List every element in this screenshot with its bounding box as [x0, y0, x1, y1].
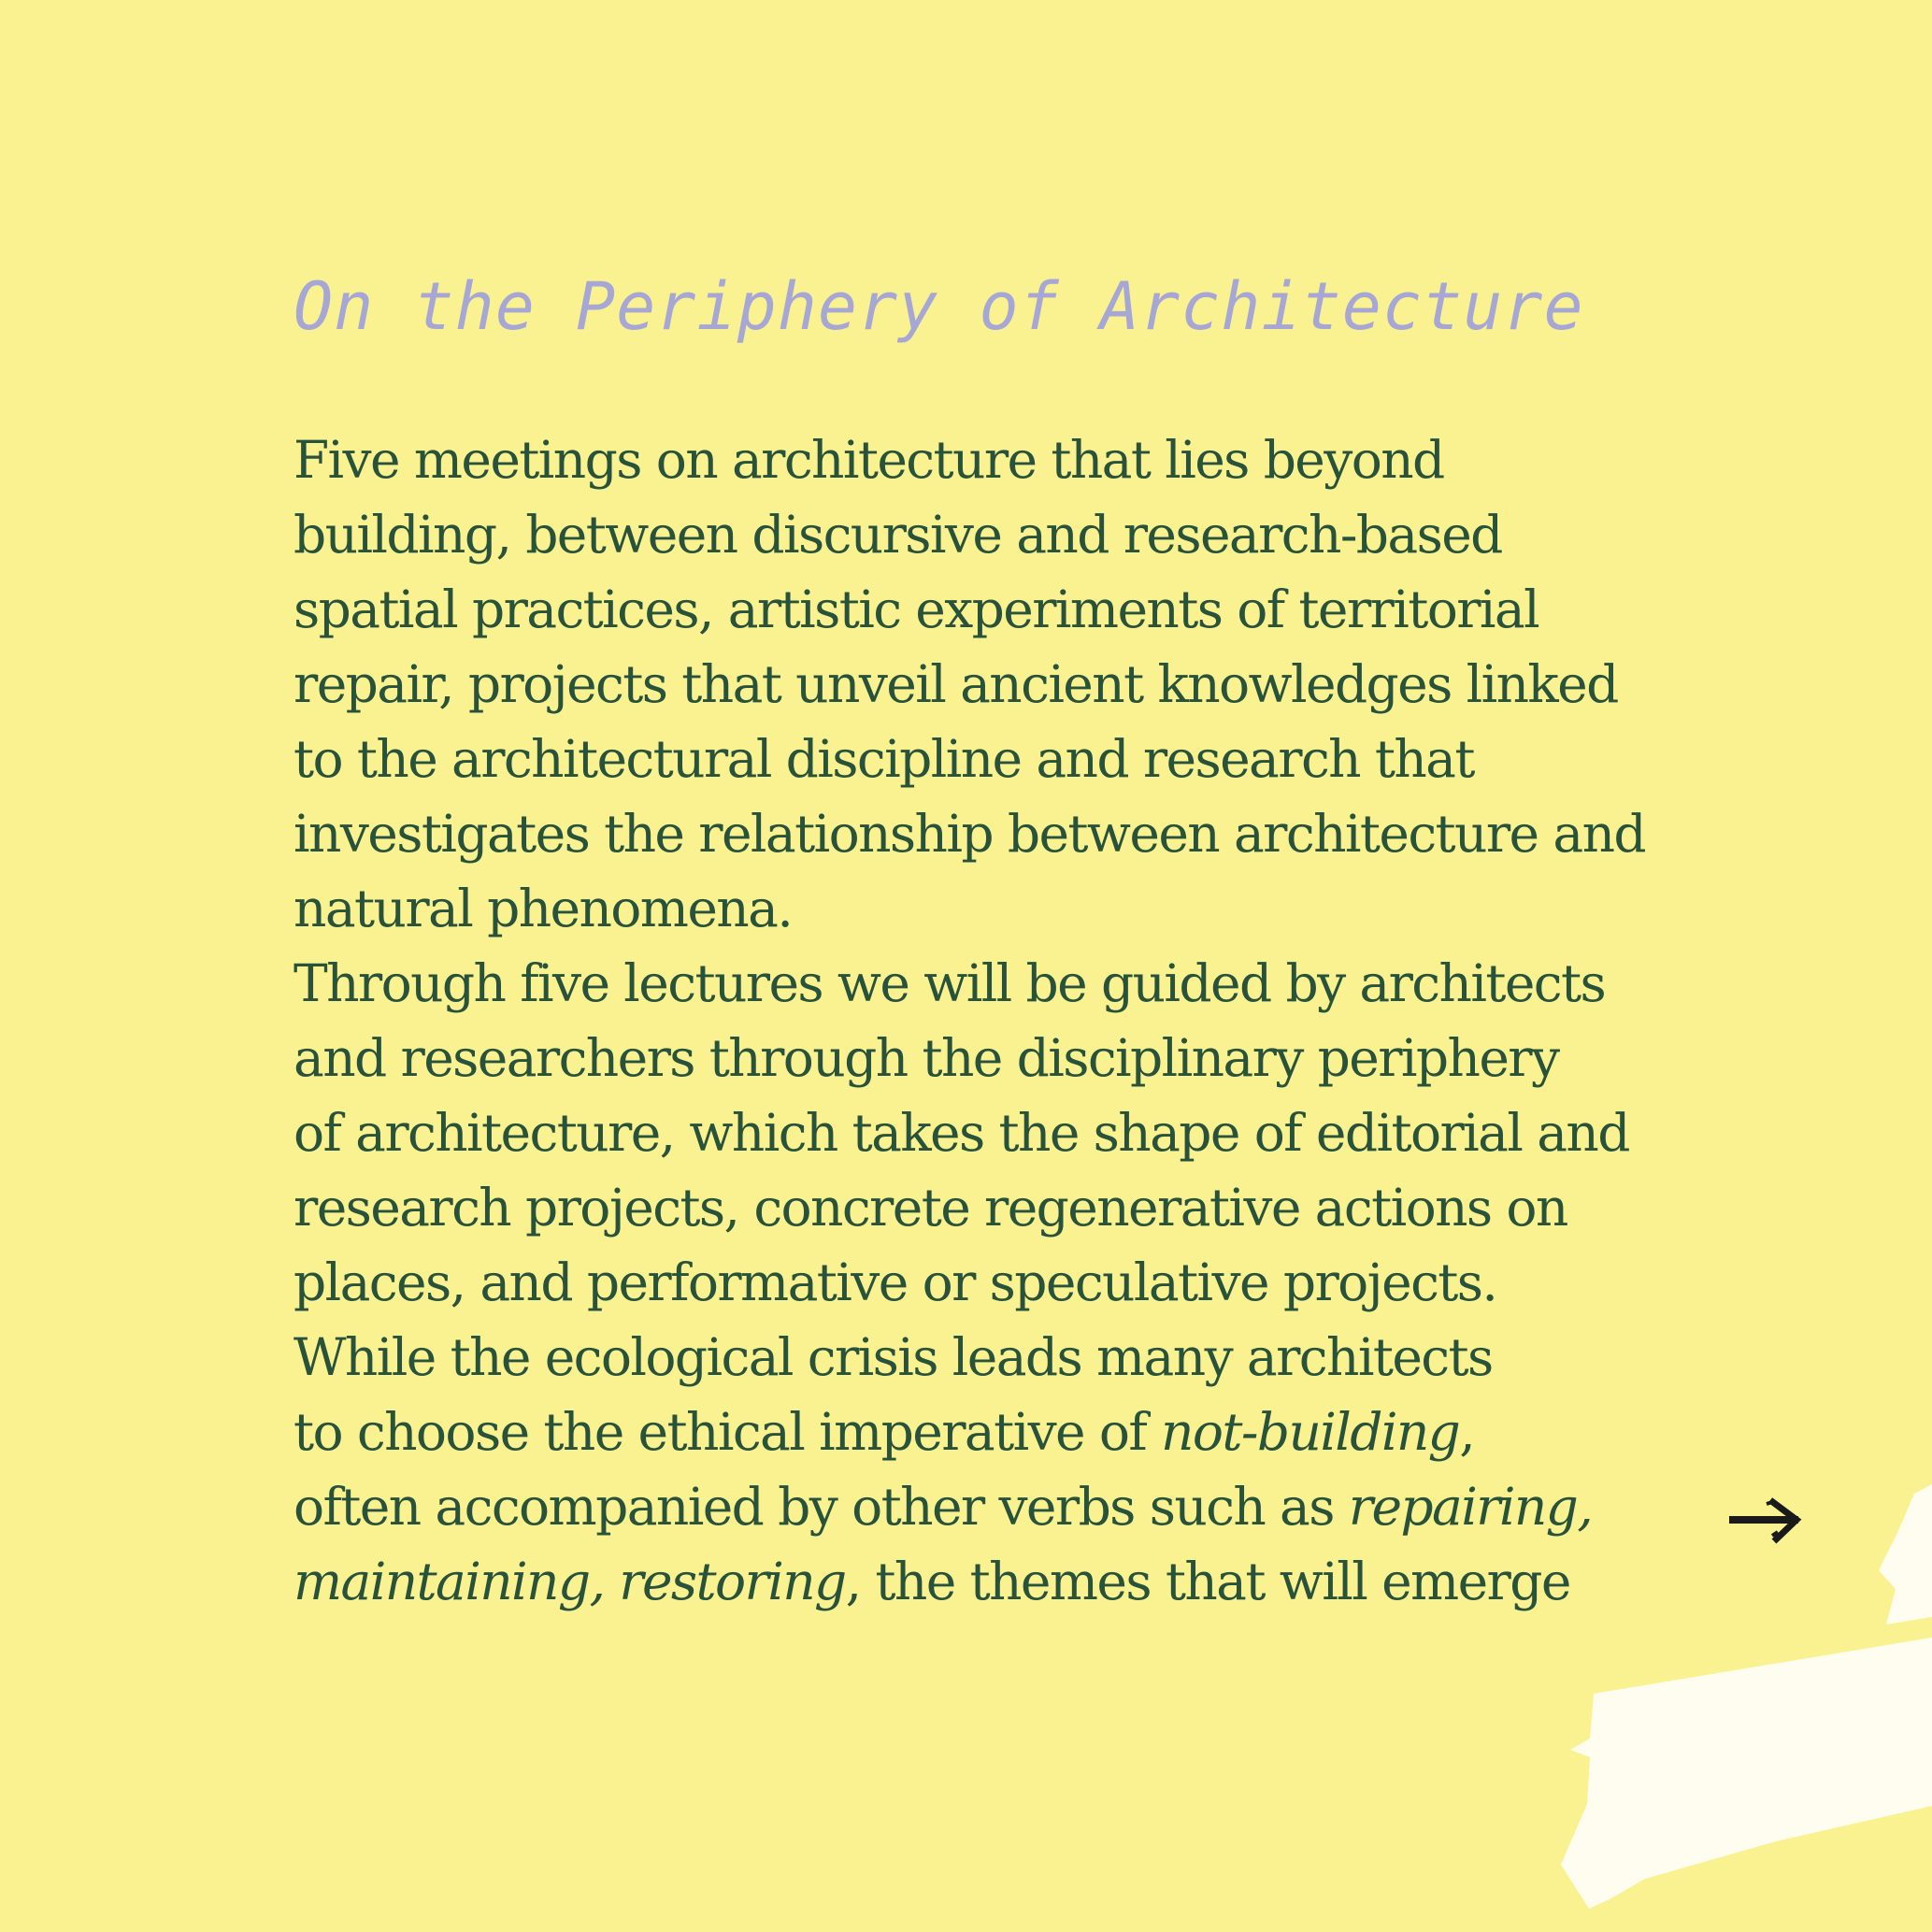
italic-term: not-building	[1161, 1402, 1460, 1462]
text-line	[293, 497, 1658, 572]
text-segment: natural phenomena.	[293, 879, 793, 938]
text-segment: places, and performative or speculative projects.	[293, 1252, 1497, 1312]
text-line	[293, 1544, 1658, 1619]
text-segment: often accompanied by other verbs such as	[293, 1477, 1349, 1537]
text-line	[293, 796, 1658, 871]
text-line	[293, 572, 1658, 647]
text-line	[293, 722, 1658, 796]
text-segment: repair, projects that unveil ancient knowledges linked	[293, 654, 1618, 714]
text-segment: to choose the ethical imperative of	[293, 1402, 1162, 1462]
page-title: On the Periphery of Architecture	[293, 268, 1584, 345]
text-segment: spatial practices, artistic experiments of territorial	[293, 580, 1539, 639]
text-line	[293, 1095, 1658, 1170]
text-segment: research projects, concrete regenerative actions on	[293, 1178, 1567, 1238]
italic-term: maintaining, restoring	[293, 1552, 846, 1611]
text-line	[293, 647, 1658, 722]
text-line	[293, 1170, 1658, 1245]
text-segment: to the architectural discipline and research that	[293, 729, 1474, 789]
text-segment: building, between discursive and research-based	[293, 505, 1502, 565]
text-segment: Through five lectures we will be guided by architects	[293, 953, 1606, 1013]
text-line	[293, 946, 1658, 1021]
text-segment: , the themes that will emerge	[845, 1552, 1570, 1611]
arrow-right-icon	[1729, 1481, 1808, 1556]
text-segment: investigates the relationship between architecture and	[293, 804, 1646, 864]
text-segment: While the ecological crisis leads many architects	[293, 1327, 1493, 1387]
text-line	[293, 1395, 1658, 1469]
italic-term: repairing,	[1348, 1477, 1593, 1537]
text-line	[293, 871, 1658, 946]
text-segment: of architecture, which takes the shape of editorial and	[293, 1103, 1629, 1163]
text-segment: Five meetings on architecture that lies beyond	[293, 430, 1444, 490]
next-page-button[interactable]	[1729, 1481, 1808, 1556]
text-line	[293, 1245, 1658, 1320]
body-text	[293, 422, 1658, 1619]
text-line	[293, 1021, 1658, 1095]
text-segment: and researchers through the disciplinary periphery	[293, 1028, 1559, 1088]
text-line	[293, 1469, 1658, 1544]
text-segment: ,	[1459, 1402, 1475, 1462]
text-line	[293, 1320, 1658, 1395]
text-line	[293, 422, 1658, 497]
